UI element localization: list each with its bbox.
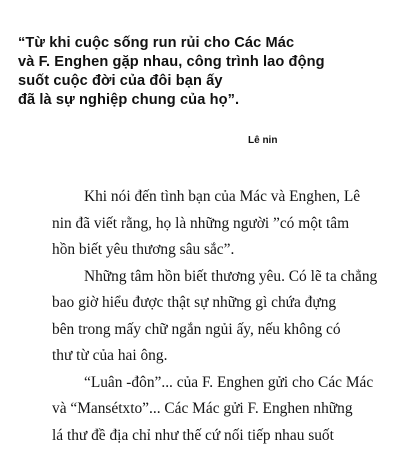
body-line-10: lá thư đề địa chỉ như thế cứ nối tiếp nhau suốt xyxy=(52,423,390,449)
body-line-5: bao giờ hiểu được thật sự những gì chứa đựng xyxy=(52,290,390,317)
epigraph-attribution: Lê nin xyxy=(248,135,277,146)
epigraph-line-2: và F. Enghen gặp nhau, công trình lao động xyxy=(18,53,388,72)
body-line-6: bên trong mấy chữ ngắn ngủi ấy, nếu không có xyxy=(52,317,390,344)
epigraph-quote xyxy=(18,34,388,110)
epigraph-line-1: “Từ khi cuộc sống run rủi cho Các Mác xyxy=(18,34,388,53)
page-bottom-edge xyxy=(0,392,400,400)
body-line-7: thư từ của hai ông. xyxy=(52,343,390,370)
epigraph-line-4: đã là sự nghiệp chung của họ”. xyxy=(18,91,388,110)
body-line-9: và “Mansétxto”... Các Mác gửi F. Enghen những xyxy=(52,396,390,423)
body-line-4: Những tâm hồn biết thương yêu. Có lẽ ta chẳng xyxy=(60,264,390,291)
body-line-3: hồn biết yêu thương sâu sắc”. xyxy=(52,237,390,264)
body-line-1: Khi nói đến tình bạn của Mác và Enghen, Lê xyxy=(60,184,390,211)
body-text xyxy=(60,184,390,449)
body-line-2: nin đã viết rằng, họ là những người ”có một tâm xyxy=(52,211,390,238)
body-line-8: “Luân -đôn”... của F. Enghen gửi cho Các Mác xyxy=(60,370,390,397)
epigraph-line-3: suốt cuộc đời của đôi bạn ấy xyxy=(18,72,388,91)
